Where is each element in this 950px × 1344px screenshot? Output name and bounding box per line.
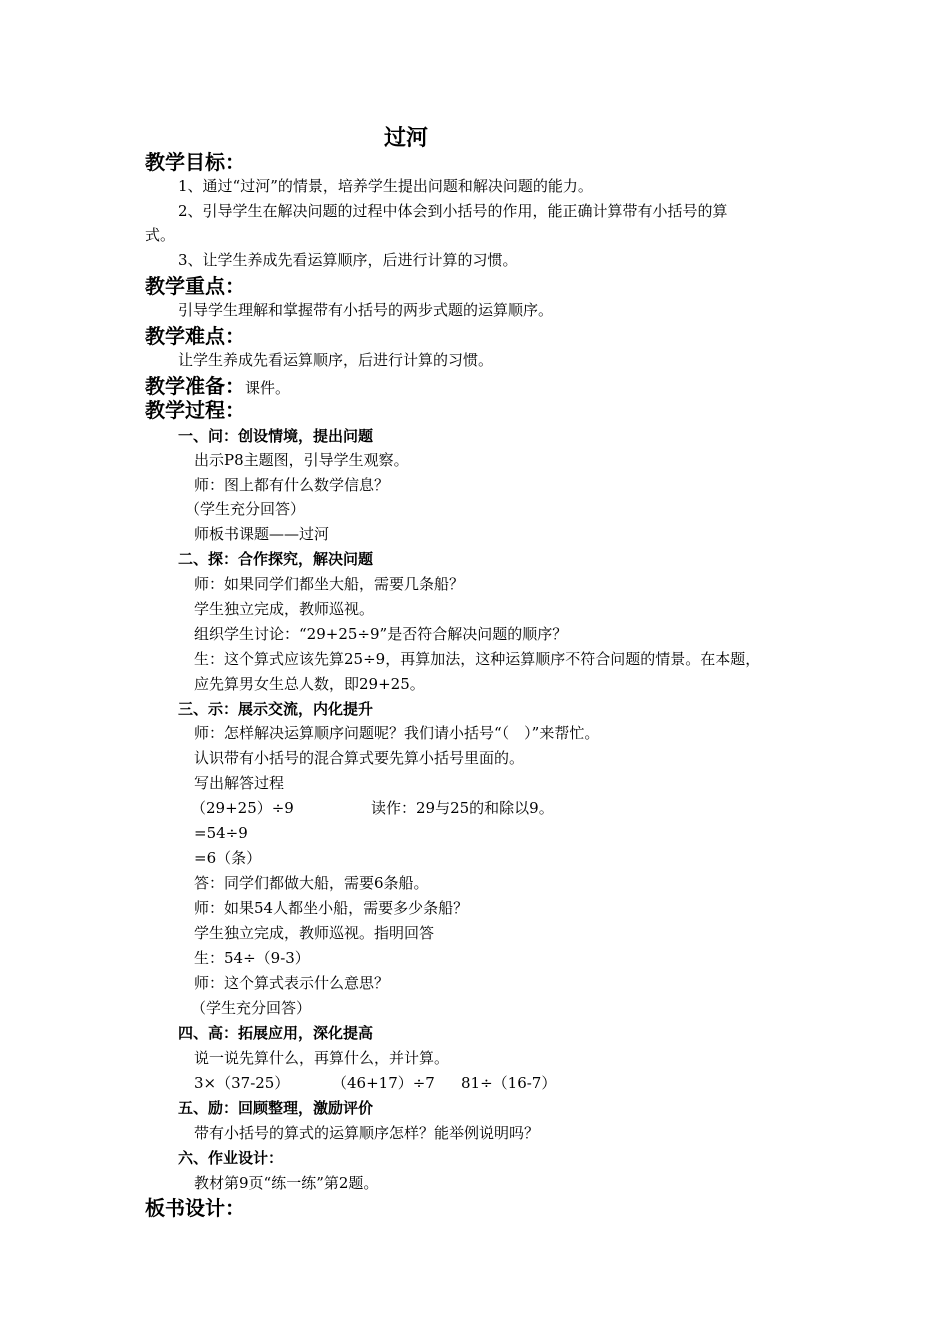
board-design-heading: 板书设计： (145, 1196, 245, 1220)
step-4-expr-1: 3×（37-25） (194, 1074, 290, 1092)
step-5-title: 五、励：回顾整理，激励评价 (178, 1099, 374, 1117)
difficulty-heading: 教学难点： (145, 324, 245, 348)
step-3-line-12: （学生充分回答） (191, 999, 312, 1017)
step-2-line-2: 学生独立完成，教师巡视。 (194, 600, 375, 618)
step-5-line-1: 带有小括号的算式的运算顺序怎样？能举例说明吗？ (194, 1124, 540, 1142)
step-2-line-3: 组织学生讨论：“29+25÷9”是否符合解决问题的顺序？ (194, 625, 568, 643)
step-2-line-1: 师：如果同学们都坐大船，需要几条船？ (194, 575, 465, 593)
key-text: 引导学生理解和掌握带有小括号的两步式题的运算顺序。 (178, 301, 554, 319)
step-1-line-3: （学生充分回答） (185, 500, 306, 518)
step-3-line-2: 认识带有小括号的混合算式要先算小括号里面的。 (194, 749, 525, 767)
process-heading: 教学过程： (145, 398, 245, 422)
difficulty-text: 让学生养成先看运算顺序，后进行计算的习惯。 (178, 351, 494, 369)
step-4-title: 四、高：拓展应用，深化提高 (178, 1024, 374, 1042)
step-2-line-5: 应先算男女生总人数，即29+25。 (194, 675, 425, 693)
goal-2-cont: 式。 (145, 226, 176, 244)
goal-2: 2、引导学生在解决问题的过程中体会到小括号的作用，能正确计算带有小括号的算 (178, 202, 728, 220)
step-1-title: 一、问：创设情境，提出问题 (178, 427, 374, 445)
step-1-line-2: 师：图上都有什么数学信息？ (194, 476, 390, 494)
step-3-line-9: 学生独立完成，教师巡视。指明回答 (194, 924, 435, 942)
key-heading: 教学重点： (145, 274, 245, 298)
prep-label: 教学准备： (145, 374, 245, 398)
step-3-expression: （29+25）÷9 (191, 799, 294, 817)
step-6-line-1: 教材第9页“练一练”第2题。 (194, 1174, 379, 1192)
prep-heading (145, 374, 290, 400)
step-3-reading: 读作：29与25的和除以9。 (371, 799, 554, 817)
step-1-line-4: 师板书课题——过河 (194, 525, 330, 543)
step-3-line-11: 师：这个算式表示什么意思？ (194, 974, 390, 992)
step-2-title: 二、探：合作探究，解决问题 (178, 550, 374, 568)
step-3-line-10: 生：54÷（9-3） (194, 949, 310, 967)
step-1-line-1: 出示P8主题图，引导学生观察。 (194, 451, 409, 469)
step-3-line-3: 写出解答过程 (194, 774, 285, 792)
step-6-title: 六、作业设计： (178, 1149, 284, 1167)
goal-1: 1、通过“过河”的情景，培养学生提出问题和解决问题的能力。 (178, 177, 593, 195)
goal-3: 3、让学生养成先看运算顺序，后进行计算的习惯。 (178, 251, 518, 269)
step-3-title: 三、示：展示交流，内化提升 (178, 700, 374, 718)
step-2-line-4: 生：这个算式应该先算25÷9，再算加法，这种运算顺序不符合问题的情景。在本题， (194, 650, 761, 668)
step-3-line-5: =54÷9 (194, 824, 248, 842)
step-4-line-1: 说一说先算什么，再算什么，并计算。 (194, 1049, 450, 1067)
goals-heading: 教学目标： (145, 150, 245, 174)
prep-text: 课件。 (245, 379, 291, 397)
step-4-expr-3: 81÷（16-7） (461, 1074, 557, 1092)
page-title: 过河 (383, 126, 428, 151)
step-3-line-7: 答：同学们都做大船，需要6条船。 (194, 874, 429, 892)
step-3-line-6: =6（条） (194, 849, 262, 867)
step-4-expr-2: （46+17）÷7 (332, 1074, 435, 1092)
step-3-line-8: 师：如果54人都坐小船，需要多少条船？ (194, 899, 469, 917)
step-3-line-1: 师：怎样解决运算顺序问题呢？我们请小括号“（ ）”来帮忙。 (194, 724, 600, 742)
